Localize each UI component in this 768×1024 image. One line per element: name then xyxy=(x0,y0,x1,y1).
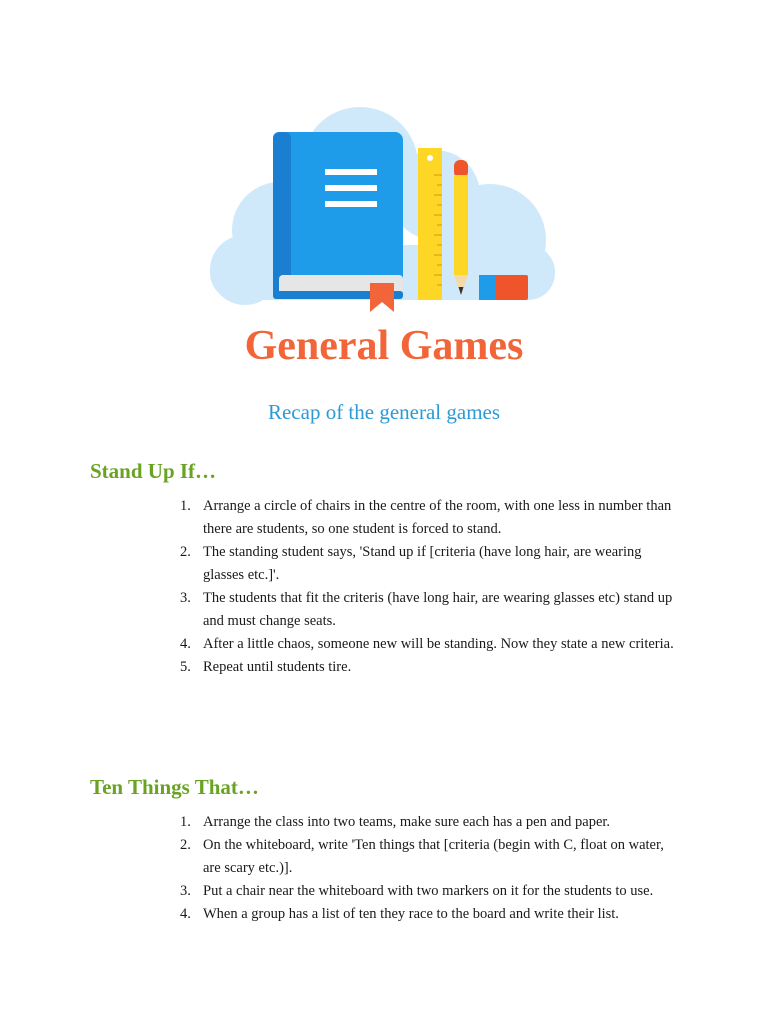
bookmark-icon xyxy=(370,283,394,312)
list-item-number: 4. xyxy=(180,906,191,922)
list-item-text: Put a chair near the whiteboard with two markers on it for the students to use. xyxy=(203,883,654,899)
list-item-number: 1. xyxy=(180,498,191,514)
list-item xyxy=(180,834,680,880)
illustration-svg xyxy=(205,105,565,320)
list-item-text: Arrange a circle of chairs in the centre of the room, with one less in number than there are students, so one student is forced to stand. xyxy=(203,498,672,537)
list-item-text: Arrange the class into two teams, make sure each has a pen and paper. xyxy=(203,814,611,830)
list-item-text: On the whiteboard, write 'Ten things that [criteria (begin with C, float on water, are scary etc.)]. xyxy=(203,837,664,876)
list-item-number: 3. xyxy=(180,590,191,606)
steps-list-stand-up-if xyxy=(180,495,680,679)
list-item xyxy=(180,656,680,679)
steps-list-ten-things-that xyxy=(180,811,680,926)
list-item-number: 4. xyxy=(180,636,191,652)
list-item-text: After a little chaos, someone new will be standing. Now they state a new criteria. xyxy=(203,636,674,652)
ruler-icon xyxy=(418,148,442,300)
list-item-number: 2. xyxy=(180,837,191,853)
list-item xyxy=(180,903,680,926)
list-item-number: 5. xyxy=(180,659,191,675)
book-icon xyxy=(273,132,403,299)
list-item-number: 3. xyxy=(180,883,191,899)
list-item-number: 1. xyxy=(180,814,191,830)
section-heading-stand-up-if: Stand Up If… xyxy=(90,459,217,483)
hero-illustration xyxy=(205,105,565,320)
pencil-icon xyxy=(454,160,468,295)
list-item xyxy=(180,811,680,834)
list-item-text: When a group has a list of ten they race to the board and write their list. xyxy=(203,906,619,922)
document-title: General Games xyxy=(244,323,524,369)
list-item-text: The standing student says, 'Stand up if [criteria (have long hair, are wearing glasses etc.]'. xyxy=(203,544,642,583)
list-item-number: 2. xyxy=(180,544,191,560)
list-item xyxy=(180,541,680,587)
list-item-text: Repeat until students tire. xyxy=(203,659,352,675)
list-item xyxy=(180,633,680,656)
section-heading-ten-things-that: Ten Things That… xyxy=(90,775,259,799)
list-item xyxy=(180,880,680,903)
list-item xyxy=(180,587,680,633)
eraser-icon xyxy=(479,275,528,300)
list-item xyxy=(180,495,680,541)
list-item-text: The students that fit the criteris (have long hair, are wearing glasses etc) stand up and must change seats. xyxy=(203,590,673,629)
document-subtitle: Recap of the general games xyxy=(267,400,501,424)
